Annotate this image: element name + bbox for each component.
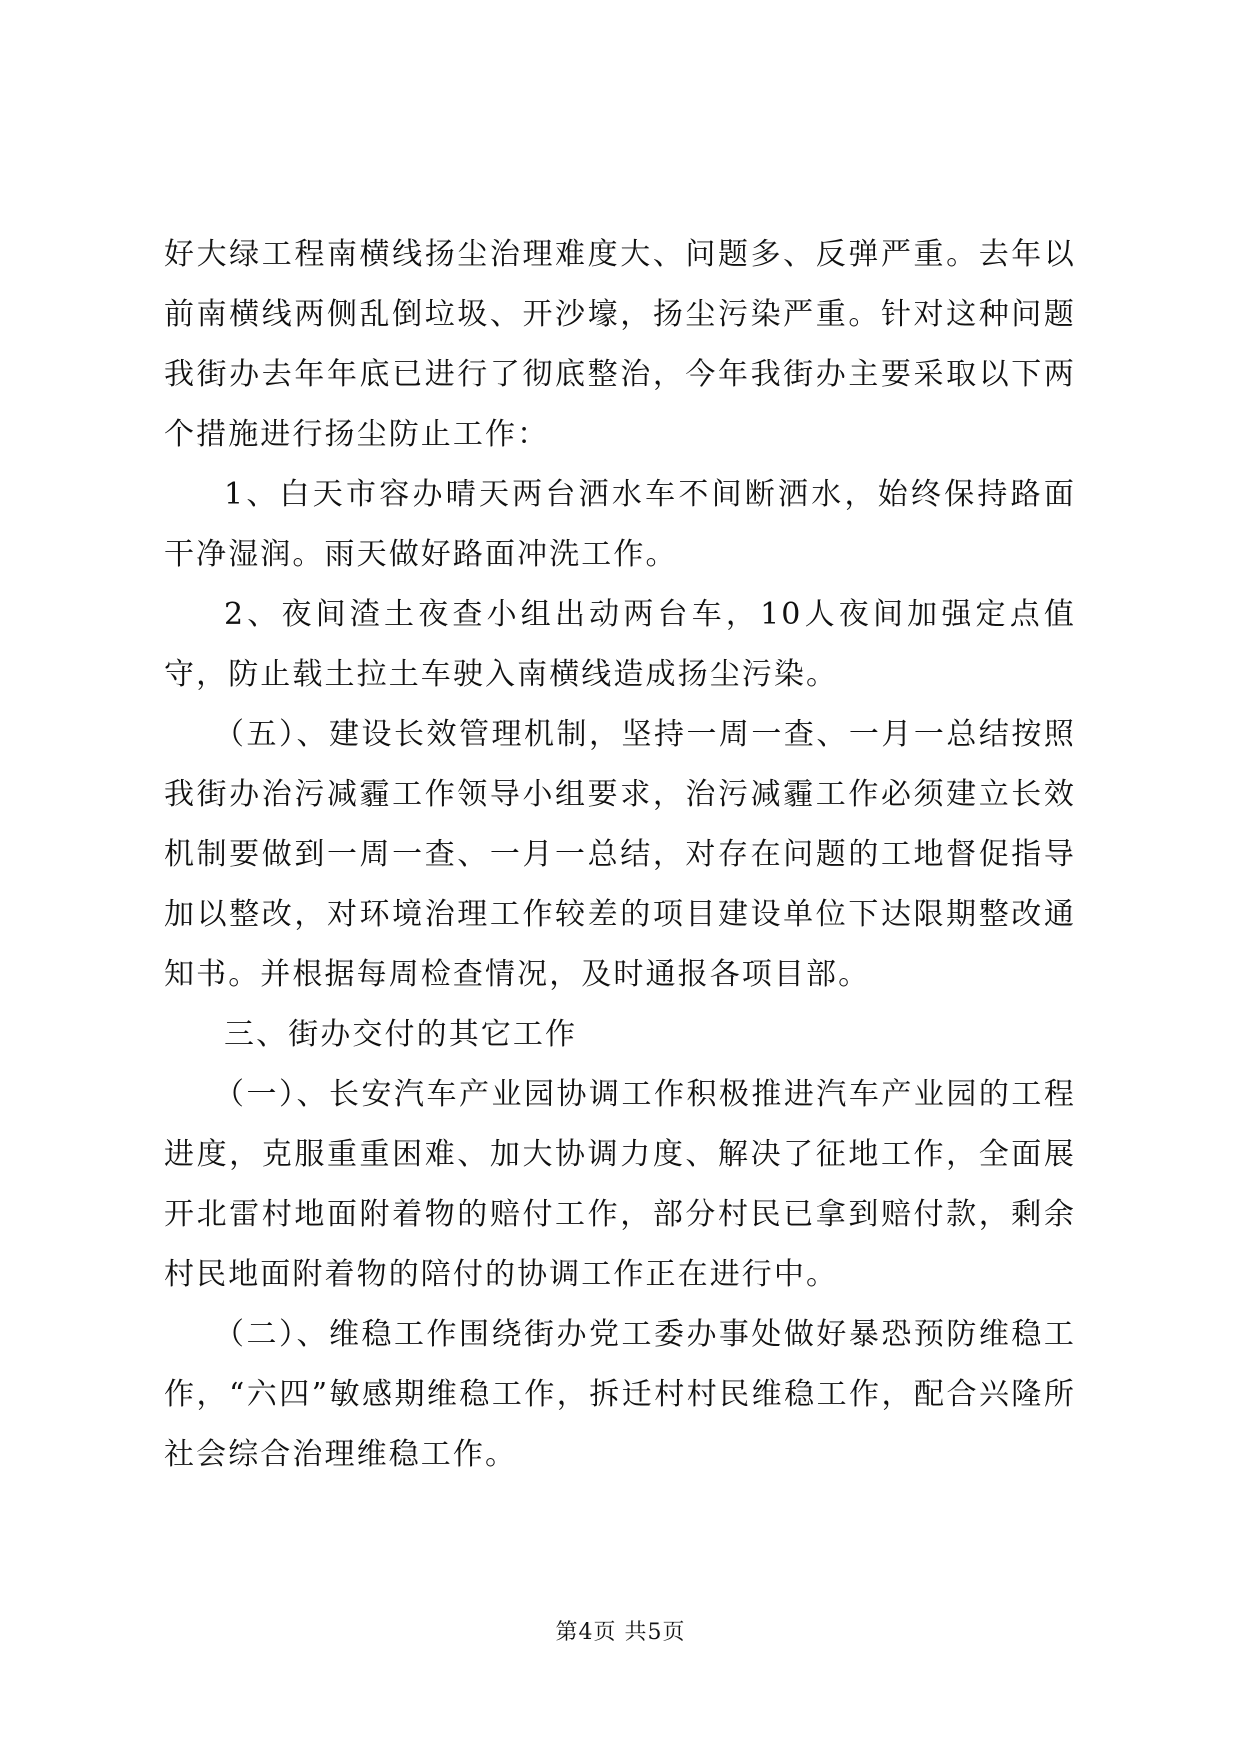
heading-section-three: 三、街办交付的其它工作 [224, 1017, 578, 1052]
paragraph-item-one: （一）、长安汽车产业园协调工作积极推进汽车产业园的工程进度，克服重重困难、加大协调力度、解决了征地工作，全面展开北雷村地面附着物的赔付工作，部分村民已拿到赔付款，剩余村民地面附着物的陪付的协调工作正在进行中。 [164, 1077, 1076, 1292]
paragraph-measure-2: 2、夜间渣土夜查小组出动两台车，10人夜间加强定点值守，防止载土拉土车驶入南横线造成扬尘污染。 [164, 597, 1076, 692]
page-number-footer: 第4页 共5页 [555, 1620, 686, 1645]
paragraph-measure-1: 1、白天市容办晴天两台洒水车不间断洒水，始终保持路面干净湿润。雨天做好路面冲洗工作。 [164, 477, 1076, 572]
paragraph-section-five: （五）、建设长效管理机制，坚持一周一查、一月一总结按照我街办治污减霾工作领导小组要求，治污减霾工作必须建立长效机制要做到一周一查、一月一总结，对存在问题的工地督促指导加以整改，对环境治理工作较差的项目建设单位下达限期整改通知书。并根据每周检查情况，及时通报各项目部。 [164, 717, 1076, 992]
paragraph-item-two: （二）、维稳工作围绕街办党工委办事处做好暴恐预防维稳工作，“六四”敏感期维稳工作，拆迁村村民维稳工作，配合兴隆所社会综合治理维稳工作。 [164, 1317, 1076, 1472]
paragraph-dust-control-intro: 好大绿工程南横线扬尘治理难度大、问题多、反弹严重。去年以前南横线两侧乱倒垃圾、开沙壕，扬尘污染严重。针对这种问题我街办去年年底已进行了彻底整治，今年我街办主要采取以下两个措施进行扬尘防止工作： [164, 237, 1076, 452]
document-body [164, 225, 1076, 1485]
